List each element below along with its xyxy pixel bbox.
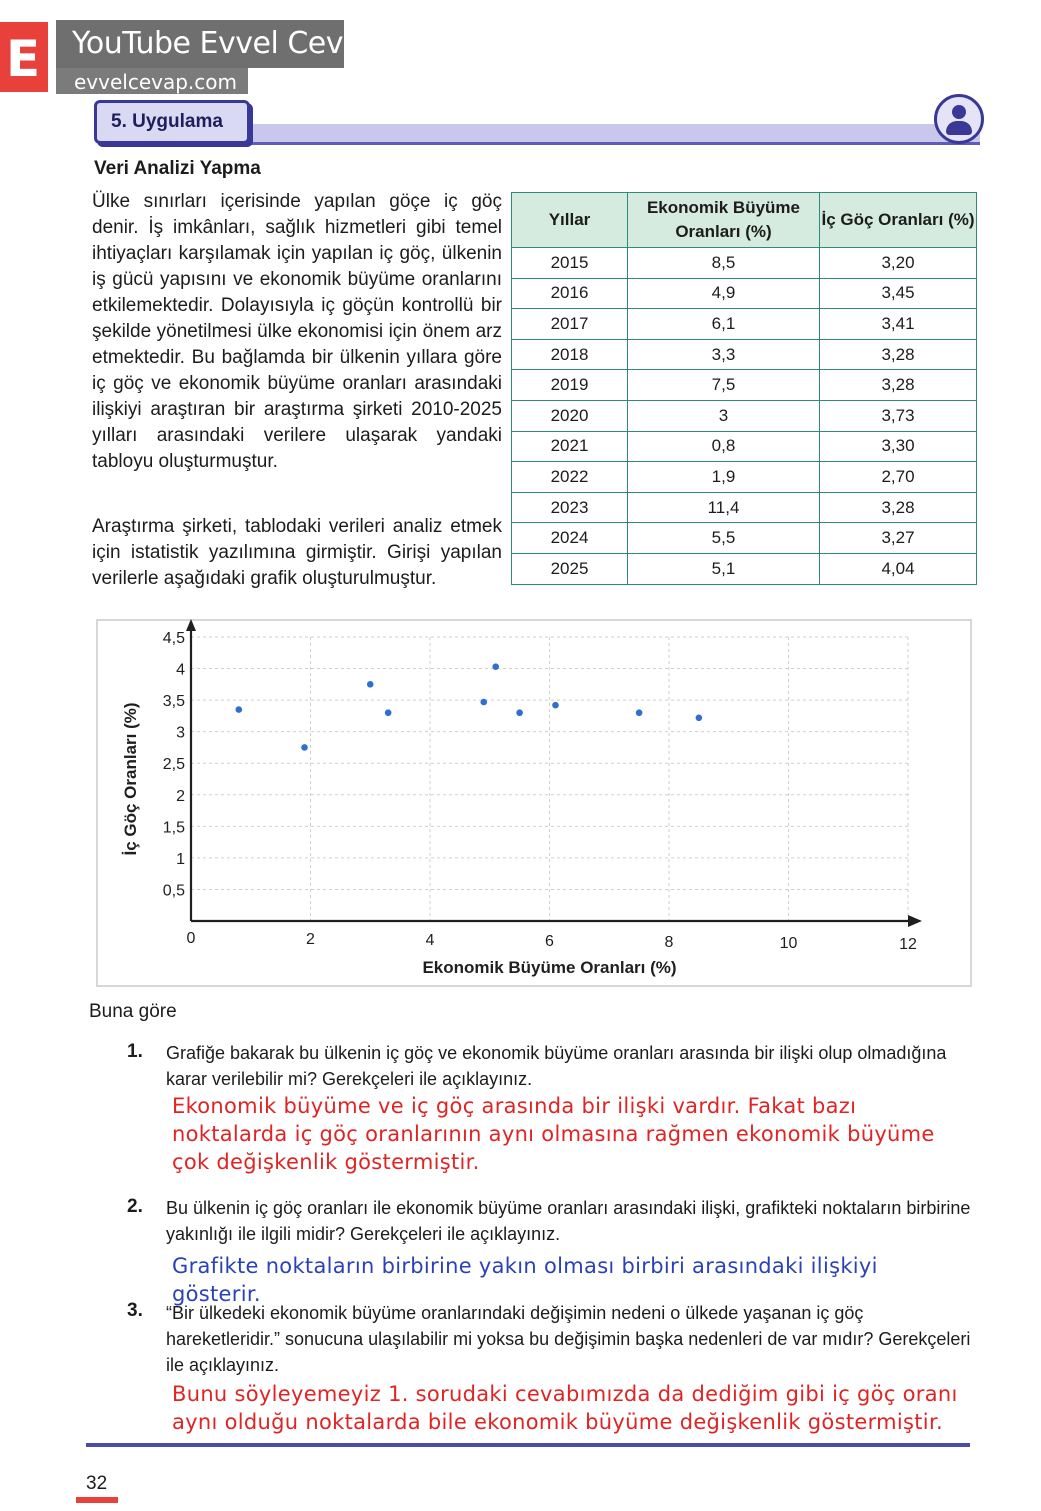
watermark-logo-letter: E <box>6 30 41 88</box>
intro-paragraph-2: Araştırma şirketi, tablodaki verileri analiz etmek için istatistik yazılımına girmiştir. Girişi yapılan verilerle aşağıdaki grafik oluşturulmuştur. <box>92 516 502 589</box>
person-icon <box>934 94 984 144</box>
table-cell-year: 2021 <box>512 431 628 462</box>
table-row <box>512 553 977 584</box>
table-cell-growth: 11,4 <box>628 492 820 523</box>
y-axis-arrow <box>186 619 196 631</box>
table-cell-growth: 4,9 <box>628 278 820 309</box>
table-row <box>512 523 977 554</box>
table-cell-migration: 3,20 <box>820 248 977 279</box>
table-row <box>512 462 977 493</box>
scatter-point <box>492 663 499 670</box>
table-cell-year: 2023 <box>512 492 628 523</box>
scatter-chart <box>96 619 968 985</box>
scatter-point <box>301 744 308 751</box>
question-3-number: 3. <box>127 1300 143 1321</box>
watermark-url[interactable]: evvelcevap.com <box>74 70 237 94</box>
y-tick-label: 4,5 <box>162 630 185 647</box>
y-tick-label: 2 <box>176 787 185 805</box>
table-header-growth: Ekonomik Büyüme Oranları (%) <box>628 193 820 248</box>
table-cell-year: 2018 <box>512 339 628 370</box>
table-cell-growth: 7,5 <box>628 370 820 401</box>
x-axis-label: Ekonomik Büyüme Oranları (%) <box>422 958 677 977</box>
table-cell-growth: 0,8 <box>628 431 820 462</box>
y-tick-label: 4 <box>176 661 185 679</box>
question-3-text: “Bir ülkedeki ekonomik büyüme oranlarındaki değişimin nedeni o ülkede yaşanan iç göç hareketleridir.” sonucuna ulaşılabilir mi yoksa bu değişimin başka nedenleri de var mıdır? Gerekçeleri ile açıklayınız. <box>166 1303 971 1375</box>
x-tick-label: 2 <box>306 931 315 948</box>
section-tab <box>94 100 250 144</box>
table-cell-migration: 4,04 <box>820 553 977 584</box>
table-cell-growth: 3,3 <box>628 339 820 370</box>
table-cell-migration: 3,45 <box>820 278 977 309</box>
table-cell-growth: 8,5 <box>628 248 820 279</box>
table-cell-year: 2016 <box>512 278 628 309</box>
y-tick-label: 1,5 <box>162 819 185 837</box>
question-1-answer: Ekonomik büyüme ve iç göç arasında bir ilişki vardır. Fakat bazı noktalarda iç göç oranlarının aynı olmasına rağmen ekonomik büyüme çok değişkenlik göstermiştir. <box>172 1094 935 1174</box>
y-tick-label: 0,5 <box>162 882 185 900</box>
table-row <box>512 370 977 401</box>
data-table <box>511 192 977 585</box>
x-tick-label: 0 <box>186 930 196 947</box>
table-cell-growth: 3 <box>628 400 820 431</box>
table-header-row <box>512 193 977 248</box>
table-cell-migration: 3,28 <box>820 492 977 523</box>
x-axis-arrow <box>908 915 922 927</box>
scatter-point <box>696 714 703 721</box>
table-cell-growth: 5,1 <box>628 553 820 584</box>
y-tick-label: 1 <box>176 850 185 868</box>
scatter-point <box>516 709 523 716</box>
table-cell-growth: 6,1 <box>628 309 820 340</box>
page-number-accent <box>76 1497 118 1503</box>
scatter-point <box>480 699 487 706</box>
table-cell-migration: 2,70 <box>820 462 977 493</box>
scatter-point <box>552 702 559 709</box>
table-cell-migration: 3,27 <box>820 523 977 554</box>
intro-paragraph-1: Ülke sınırları içerisinde yapılan göçe iç göç denir. İş imkânları, sağlık hizmetleri gibi temel ihtiyaçları karşılamak için yapılan iç göç, ülkenin iş gücü yapısını ve ekonomik büyüme oranlarını etkilemektedir. Dolayısıyla iç göçün kontrollü bir şekilde yönetilmesi ülke ekonomisi için önem arz etmektedir. Bu bağlamda bir ülkenin yıllara göre iç göç ve ekonomik büyüme oranları arasındaki ilişkiyi araştıran bir araştırma şirketi 2010-2025 yılları arasındaki verilere ulaşarak yandaki tabloyu oluşturmuştur. <box>92 191 502 472</box>
y-axis-label: İç Göç Oranları (%) <box>121 702 140 856</box>
x-tick-label: 10 <box>779 935 798 952</box>
table-row <box>512 492 977 523</box>
table-row <box>512 278 977 309</box>
table-header-years: Yıllar <box>512 193 628 248</box>
question-1-number: 1. <box>127 1041 143 1062</box>
question-2-text: Bu ülkenin iç göç oranları ile ekonomik büyüme oranları arasındaki ilişki, grafikteki noktaların birbirine yakınlığı ile ilgili midir? Gerekçeleri ile açıklayınız. <box>166 1198 971 1244</box>
table-cell-year: 2020 <box>512 400 628 431</box>
table-row <box>512 248 977 279</box>
table-row <box>512 431 977 462</box>
table-cell-migration: 3,28 <box>820 339 977 370</box>
scatter-point <box>385 709 392 716</box>
question-3-answer: Bunu söyleyemeyiz 1. sorudaki cevabımızda da dediğim gibi iç göç oranı aynı olduğu noktalarda bile ekonomik büyüme değişkenlik göstermiştir. <box>172 1382 958 1434</box>
section-tab-label: 5. Uygulama <box>111 111 223 132</box>
table-row <box>512 400 977 431</box>
table-row <box>512 339 977 370</box>
table-body <box>512 248 977 585</box>
section-header-bar <box>244 124 980 145</box>
table-cell-growth: 5,5 <box>628 523 820 554</box>
page-number: 32 <box>86 1473 108 1494</box>
x-tick-label: 8 <box>664 934 674 951</box>
table-cell-year: 2025 <box>512 553 628 584</box>
y-tick-label: 2,5 <box>162 756 185 774</box>
y-tick-label: 3 <box>176 724 185 742</box>
table-cell-year: 2017 <box>512 309 628 340</box>
watermark-logo <box>0 22 48 92</box>
table-cell-year: 2022 <box>512 462 628 493</box>
question-2-answer: Grafikte noktaların birbirine yakın olması birbiri arasındaki ilişkiyi gösterir. <box>172 1254 878 1306</box>
table-cell-year: 2024 <box>512 523 628 554</box>
x-tick-label: 6 <box>545 933 554 950</box>
footer-divider <box>86 1443 970 1447</box>
x-tick-label: 4 <box>425 932 435 949</box>
table-cell-year: 2015 <box>512 248 628 279</box>
table-cell-migration: 3,30 <box>820 431 977 462</box>
table-cell-migration: 3,28 <box>820 370 977 401</box>
table-cell-year: 2019 <box>512 370 628 401</box>
questions-intro: Buna göre <box>89 1001 177 1022</box>
table-row <box>512 309 977 340</box>
table-header-migration: İç Göç Oranları (%) <box>820 193 977 248</box>
table-cell-migration: 3,41 <box>820 309 977 340</box>
question-2-number: 2. <box>127 1196 143 1217</box>
scatter-point <box>636 709 643 716</box>
watermark-title[interactable]: YouTube Evvel Cevap <box>72 26 380 61</box>
table-cell-growth: 1,9 <box>628 462 820 493</box>
y-tick-label: 3,5 <box>162 693 185 711</box>
section-subtitle: Veri Analizi Yapma <box>94 158 261 179</box>
scatter-point <box>236 706 243 713</box>
x-tick-label: 12 <box>899 936 917 953</box>
table-cell-migration: 3,73 <box>820 400 977 431</box>
question-1-text: Grafiğe bakarak bu ülkenin iç göç ve ekonomik büyüme oranları arasında bir ilişki olup olmadığına karar verilebilir mi? Gerekçeleri ile açıklayınız. <box>166 1043 947 1089</box>
scatter-point <box>367 681 374 688</box>
